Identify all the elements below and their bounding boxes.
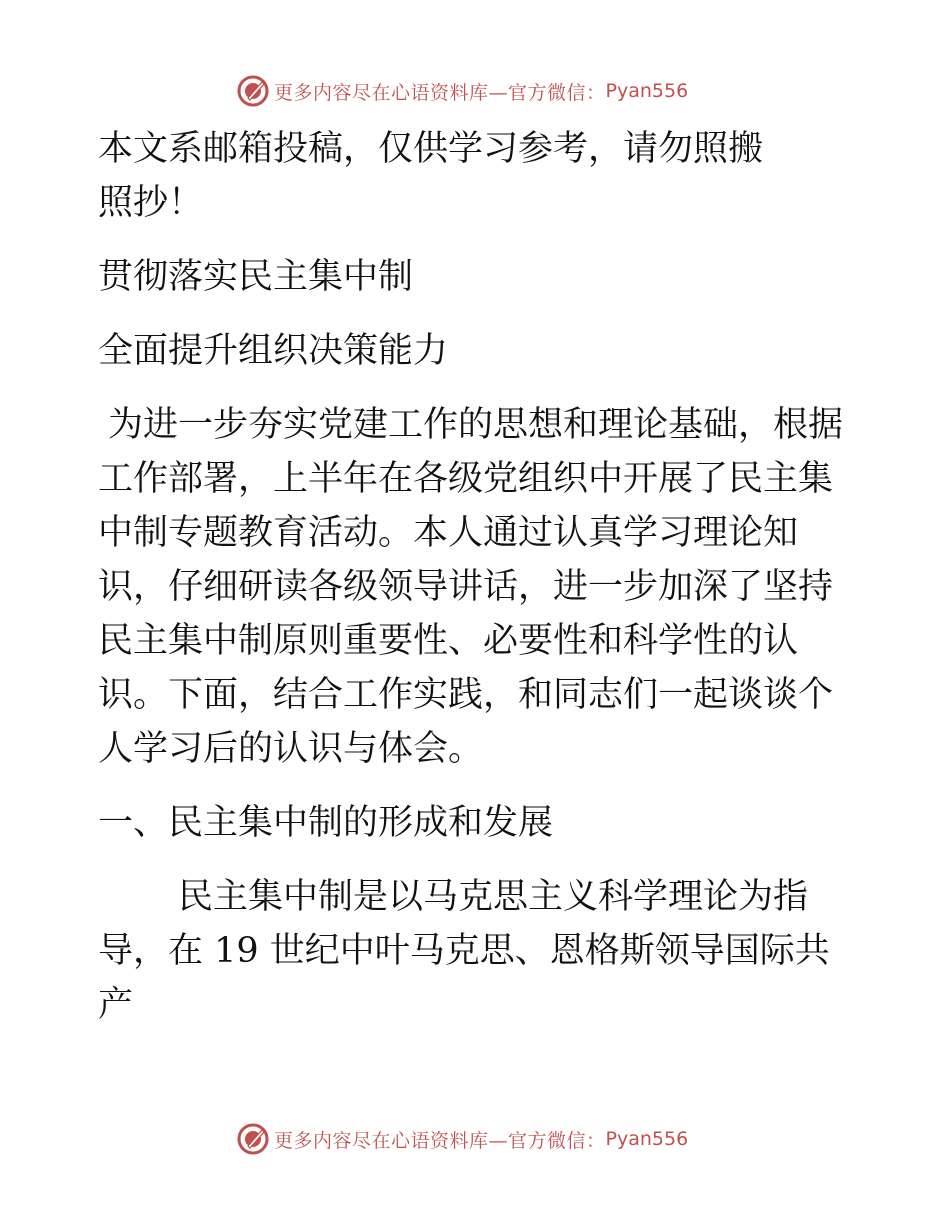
footer-watermark xyxy=(236,1122,688,1156)
intro-paragraph: 为进一步夯实党建工作的思想和理论基础，根据工作部署，上半年在各级党组织中开展了民主集中制专题教育活动。本人通过认真学习理论知识，仔细研读各级领导讲话，进一步加深了坚持民主集中制原则重要性、必要性和科学性的认识。下面，结合工作实践，和同志们一起谈谈个人学习后的认识与体会。 xyxy=(98,405,844,769)
section-1-heading: 一、民主集中制的形成和发展 xyxy=(98,803,554,843)
notice-text: 本文系邮箱投稿，仅供学习参考，请勿照搬照抄！ xyxy=(98,129,764,223)
title-line-2: 全面提升组织决策能力 xyxy=(98,331,449,371)
section-1-paragraph: 民主集中制是以马克思主义科学理论为指导，在 19 世纪中叶马克思、恩格斯领导国际共产 xyxy=(98,877,830,1025)
header-watermark xyxy=(236,74,688,108)
watermark-text: 更多内容尽在心语资料库—官方微信： xyxy=(274,81,606,104)
title-line-1: 贯彻落实民主集中制 xyxy=(98,257,414,297)
document-body xyxy=(98,122,858,1032)
pen-circle-icon xyxy=(236,1122,270,1156)
watermark-text: 更多内容尽在心语资料库—官方微信： xyxy=(274,1129,606,1152)
watermark-id: Pyan556 xyxy=(605,80,689,102)
watermark-id: Pyan556 xyxy=(605,1128,689,1150)
pen-circle-icon xyxy=(236,74,270,108)
